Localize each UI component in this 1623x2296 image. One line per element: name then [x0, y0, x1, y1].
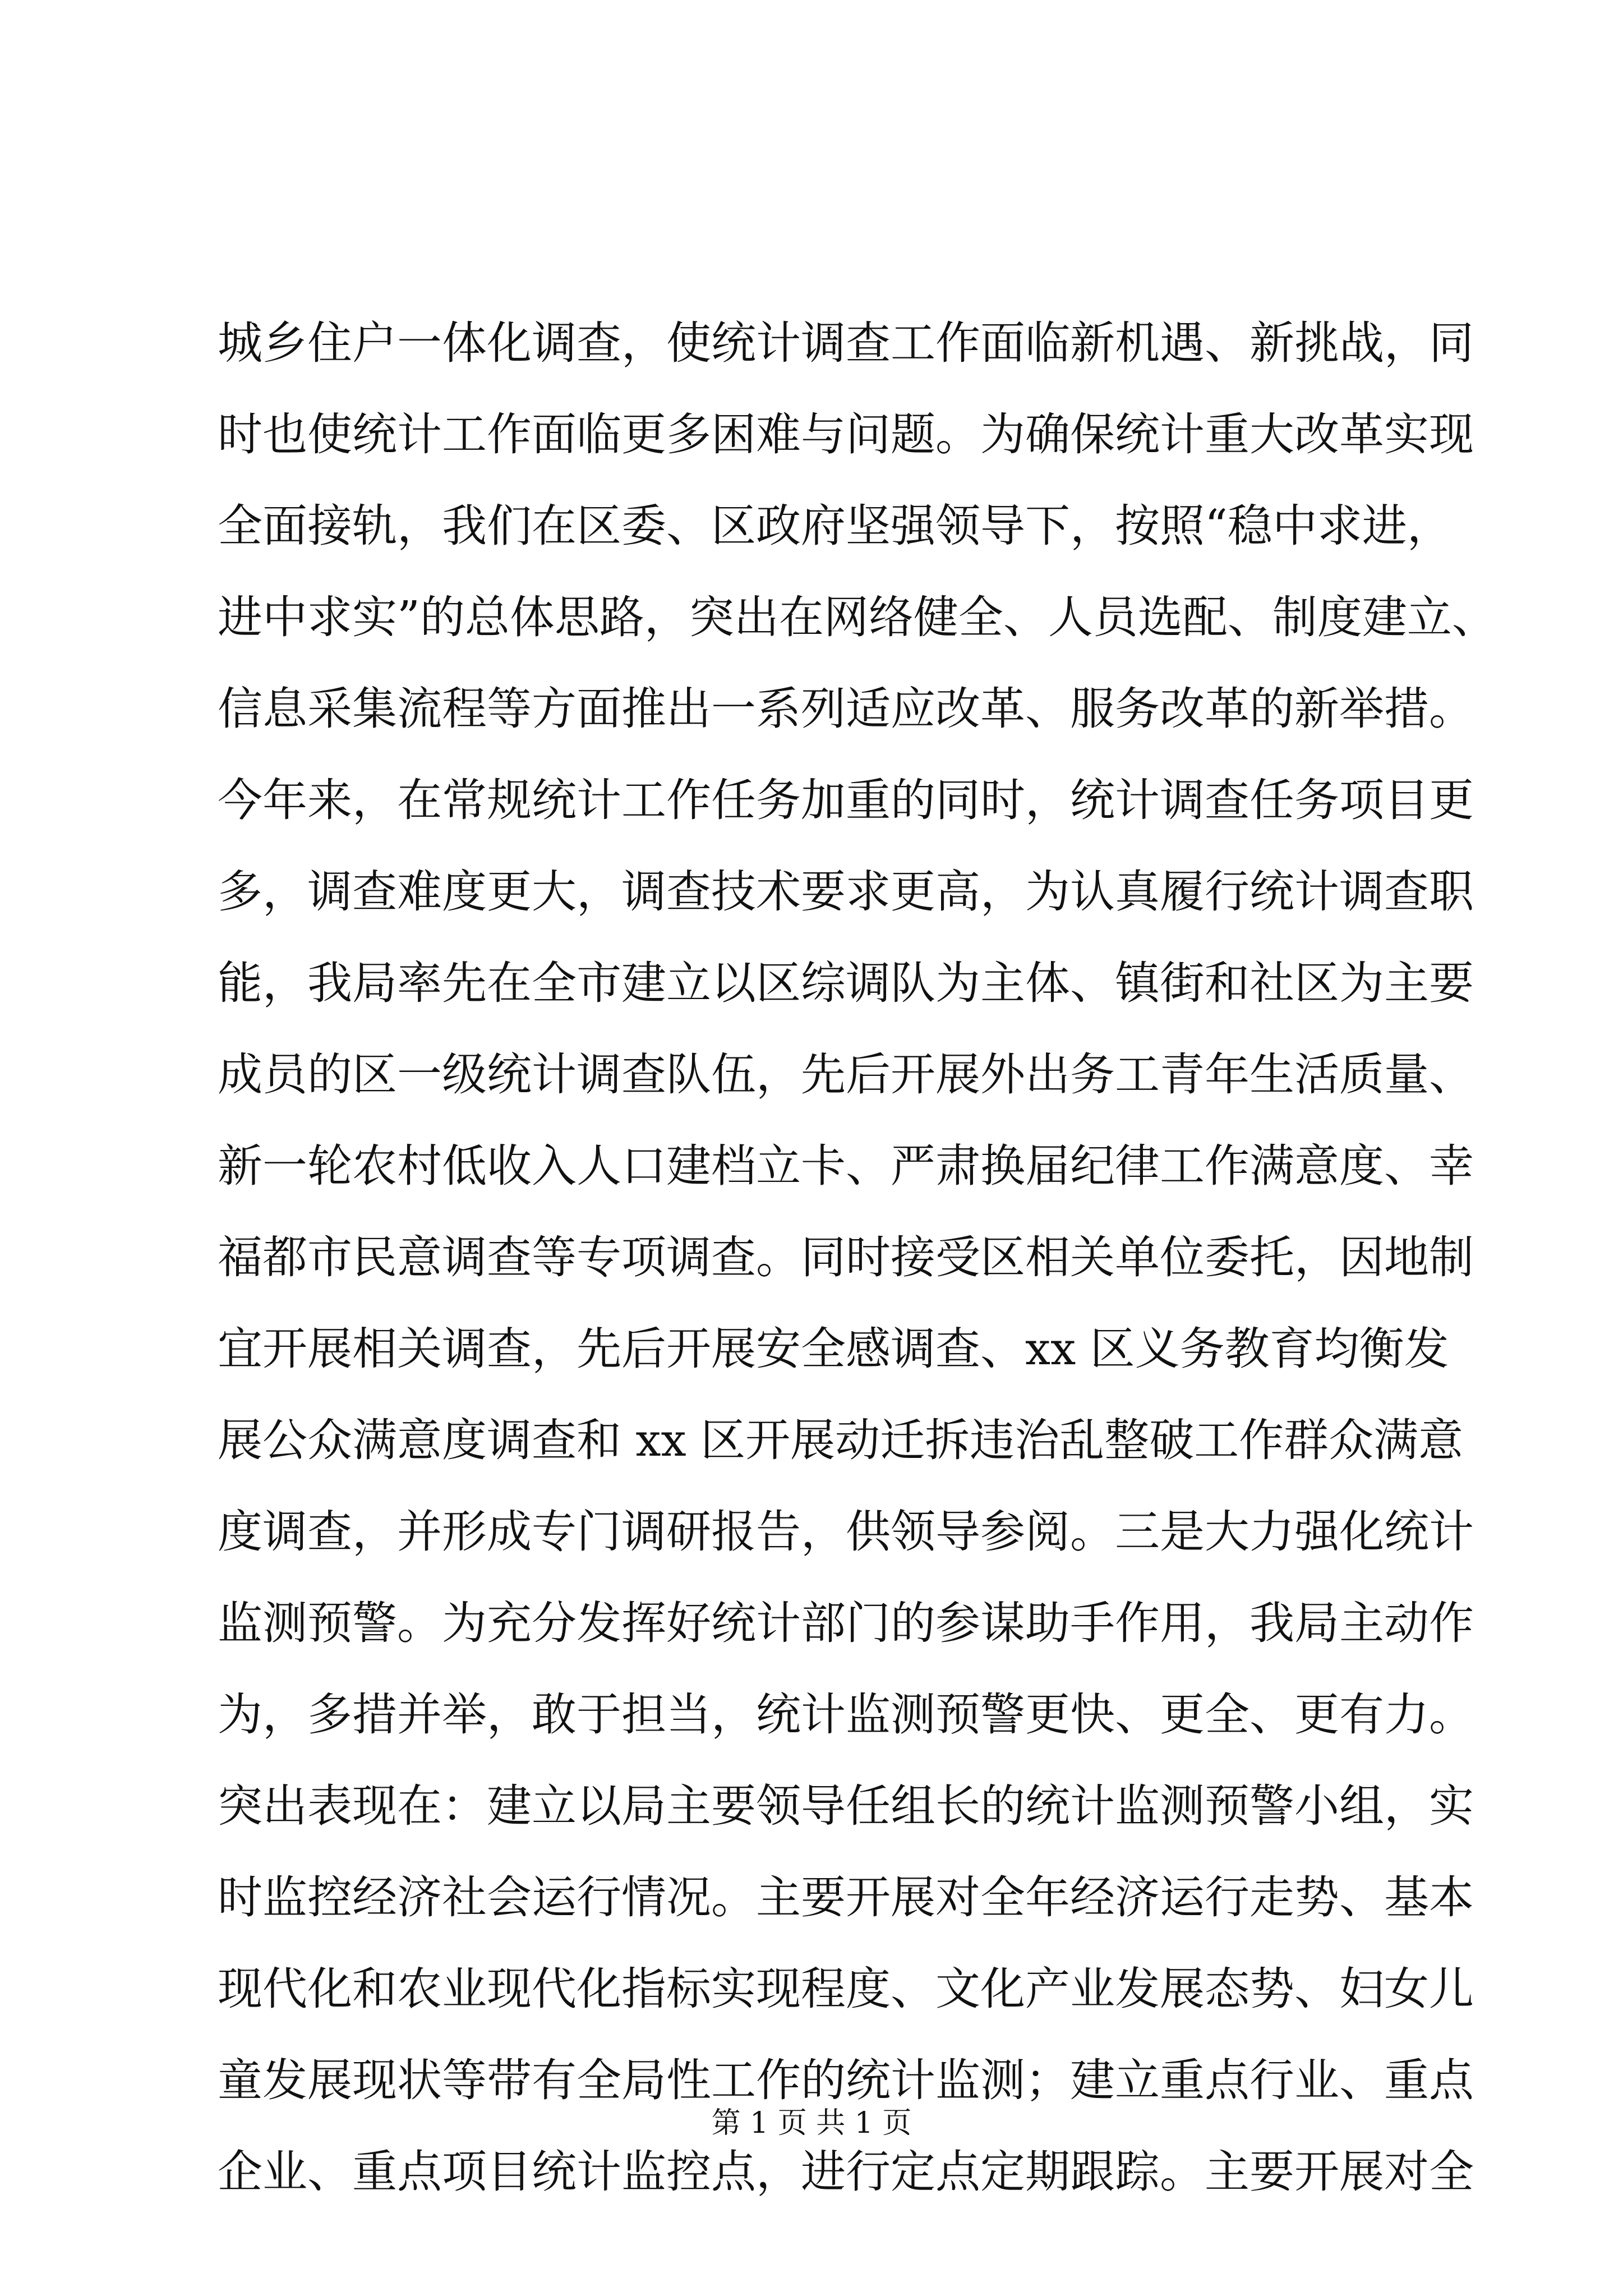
text-line: 福都市民意调查等专项调查。同时接受区相关单位委托，因地制 [218, 1231, 1474, 1283]
text-line: 展公众满意度调查和 xx 区开展动迁拆违治乱整破工作群众满意 [218, 1414, 1464, 1466]
text-line: 监测预警。为充分发挥好统计部门的参谋助手作用，我局主动作 [218, 1597, 1474, 1649]
text-line: 童发展现状等带有全局性工作的统计监测；建立重点行业、重点 [218, 2054, 1474, 2106]
text-line: 多，调查难度更大，调查技术要求更高，为认真履行统计调查职 [218, 866, 1474, 918]
text-line: 城乡住户一体化调查，使统计调查工作面临新机遇、新挑战，同 [218, 317, 1474, 369]
text-line: 宜开展相关调查，先后开展安全感调查、xx 区义务教育均衡发 [218, 1323, 1449, 1375]
text-line: 突出表现在：建立以局主要领导任组长的统计监测预警小组，实 [218, 1780, 1474, 1832]
text-line: 新一轮农村低收入人口建档立卡、严肃换届纪律工作满意度、幸 [218, 1140, 1474, 1192]
text-line: 时监控经济社会运行情况。主要开展对全年经济运行走势、基本 [218, 1871, 1474, 1924]
text-line: 成员的区一级统计调查队伍，先后开展外出务工青年生活质量、 [218, 1048, 1474, 1101]
text-line: 企业、重点项目统计监控点，进行定点定期跟踪。主要开展对全 [218, 2146, 1474, 2198]
text-line: 能，我局率先在全市建立以区综调队为主体、镇街和社区为主要 [218, 957, 1474, 1009]
text-line: 全面接轨，我们在区委、区政府坚强领导下，按照“稳中求进， [218, 500, 1452, 552]
text-line: 时也使统计工作面临更多困难与问题。为确保统计重大改革实现 [218, 408, 1474, 461]
text-line: 今年来，在常规统计工作任务加重的同时，统计调查任务项目更 [218, 774, 1474, 826]
text-line: 进中求实”的总体思路，突出在网络健全、人员选配、制度建立、 [218, 591, 1497, 643]
text-line: 为，多措并举，敢于担当，统计监测预警更快、更全、更有力。 [218, 1688, 1474, 1741]
text-line: 信息采集流程等方面推出一系列适应改革、服务改革的新举措。 [218, 683, 1474, 735]
page-footer: 第 1 页 共 1 页 [711, 2106, 912, 2140]
text-line: 度调查，并形成专门调研报告，供领导参阅。三是大力强化统计 [218, 1506, 1474, 1558]
text-line: 现代化和农业现代化指标实现程度、文化产业发展态势、妇女儿 [218, 1963, 1474, 2015]
body-text [218, 297, 1497, 2217]
